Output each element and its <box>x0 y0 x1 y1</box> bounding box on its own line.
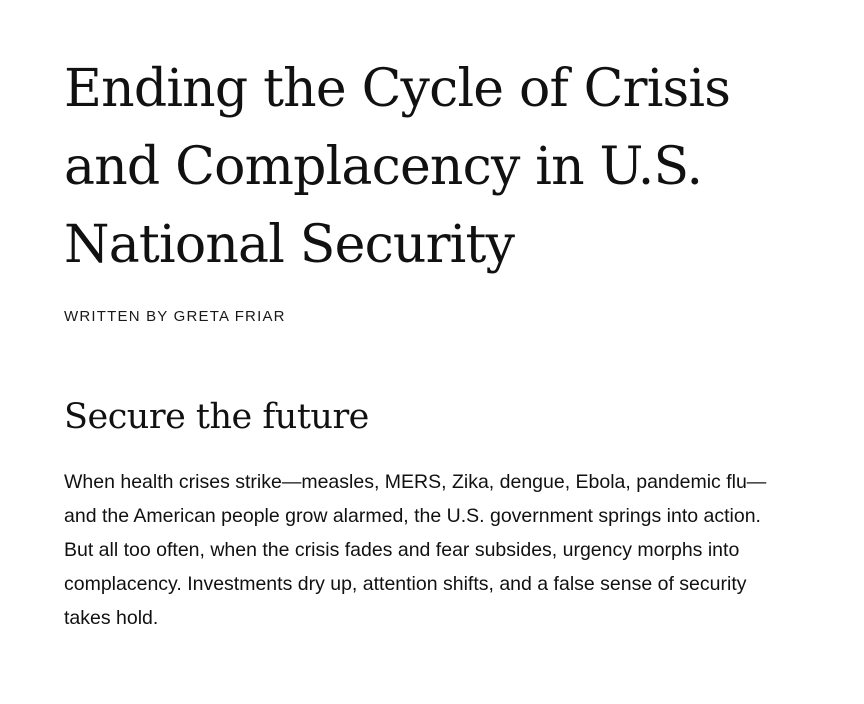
body-paragraph: When health crises strike—measles, MERS, Zika, dengue, Ebola, pandemic flu—and the American people grow alarmed, the U.S. government springs into action. But all too often, when the crisis fades and fear subsides, urgency morphs into complacency. Investments dry up, attention shifts, and a false sense of security takes hold. <box>64 471 767 629</box>
section-heading: Secure the future <box>64 397 369 437</box>
article <box>64 50 804 635</box>
byline: WRITTEN BY GRETA FRIAR <box>64 308 286 325</box>
article-title: Ending the Cycle of Crisis and Complacency in U.S. National Security <box>64 59 731 275</box>
